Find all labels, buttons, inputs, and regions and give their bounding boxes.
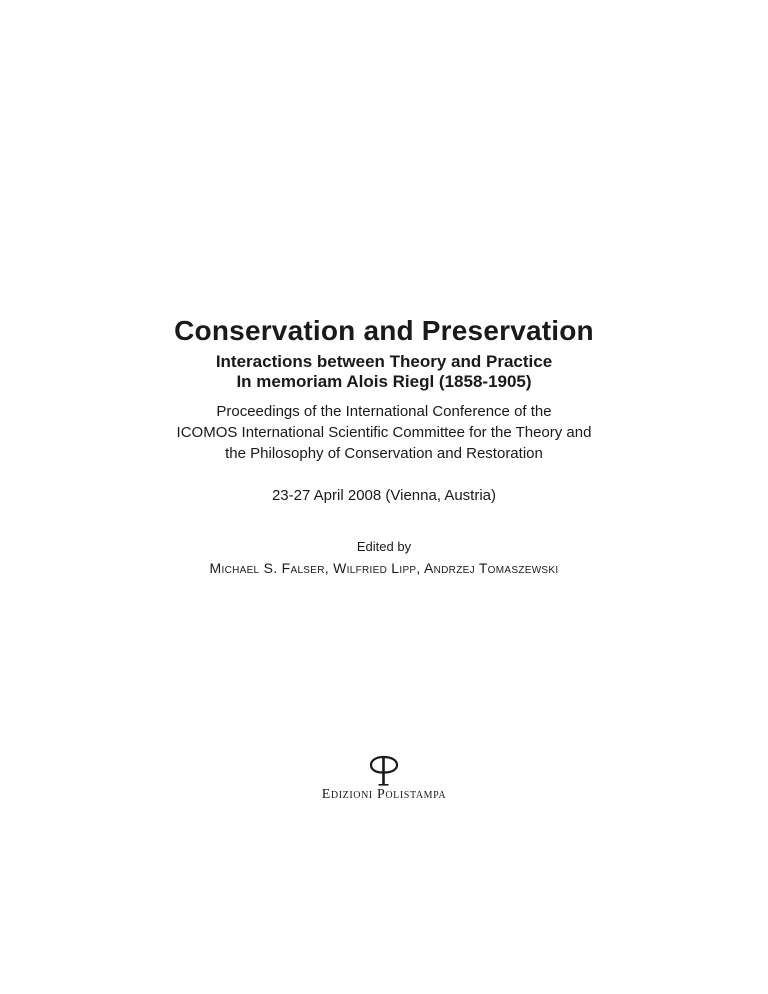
book-title: Conservation and Preservation: [174, 315, 594, 346]
conference-dates: 23-27 April 2008 (Vienna, Austria): [271, 487, 497, 504]
edited-by-label: Edited by: [356, 539, 412, 554]
publisher-name: Edizioni Polistampa: [321, 787, 447, 802]
proceedings-line-3: the Philosophy of Conservation and Restoration: [225, 445, 543, 462]
proceedings-line-2: ICOMOS International Scientific Committee for the Theory and: [176, 424, 592, 441]
proceedings-line-1: Proceedings of the International Conference of the: [216, 403, 552, 420]
subtitle-line-1: Interactions between Theory and Practice: [215, 352, 553, 371]
subtitle-line-2: In memoriam Alois Riegl (1858-1905): [236, 372, 532, 391]
book-subtitle: [0, 352, 768, 392]
proceedings-description: [0, 401, 768, 464]
polistampa-p-logo-icon: [0, 753, 768, 789]
editors-list: Michael S. Falser, Wilfried Lipp, Andrzej Tomaszewski: [209, 560, 559, 576]
